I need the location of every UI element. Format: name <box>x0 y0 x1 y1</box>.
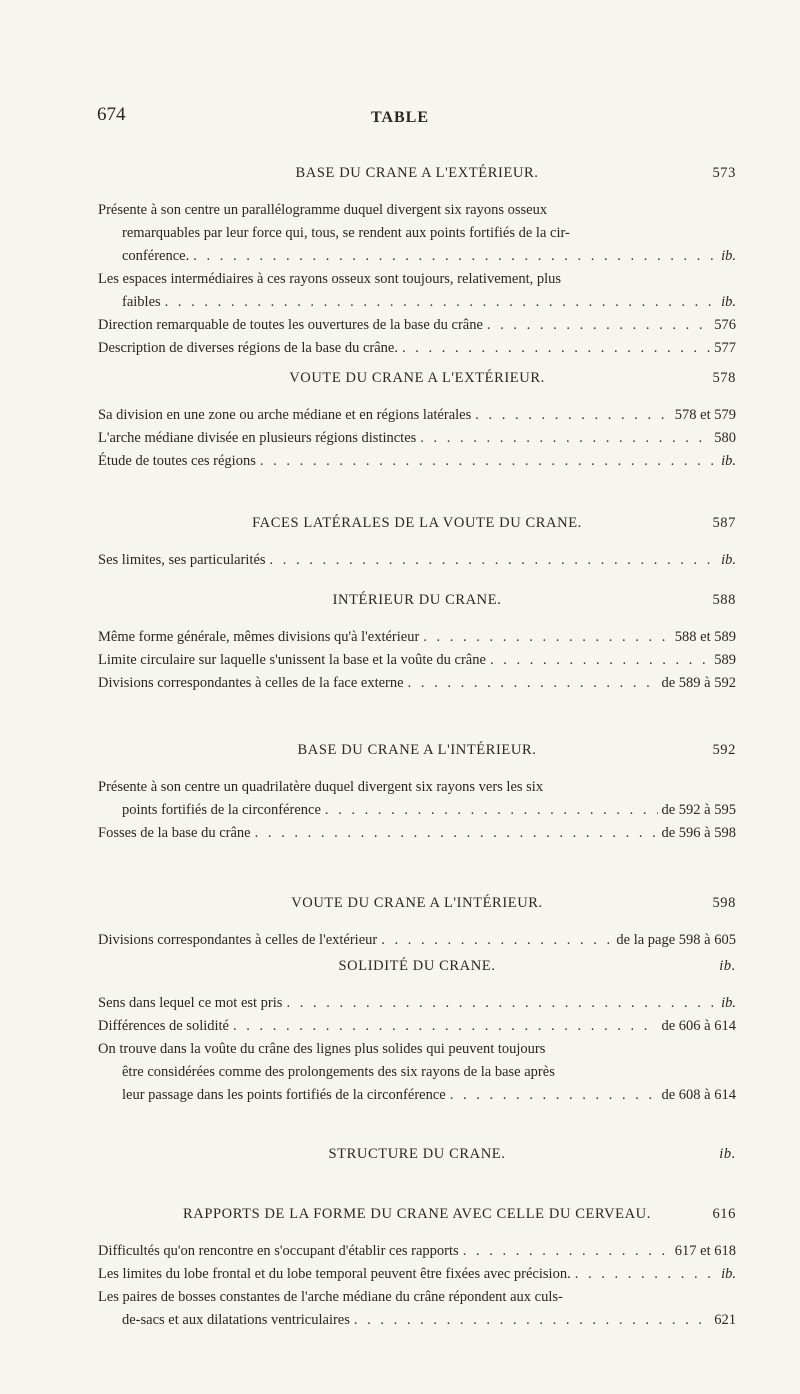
entry-list <box>98 404 736 473</box>
entry-list <box>98 1240 736 1332</box>
dot-leader <box>165 291 717 314</box>
entry-page-ref: de 606 à 614 <box>661 1018 736 1034</box>
dot-leader <box>450 1084 658 1107</box>
toc-entry <box>98 549 736 572</box>
entry-line <box>98 1286 736 1309</box>
section-page: 592 <box>712 742 736 758</box>
entry-text: être considérées comme des prolongements des six rayons de la base après <box>122 1064 555 1080</box>
entry-text: conférence. <box>122 248 190 264</box>
entry-page-ref: de 608 à 614 <box>661 1087 736 1103</box>
section-title: RAPPORTS DE LA FORME DU CRANE AVEC CELLE DU CERVEAU. <box>183 1206 651 1222</box>
entry-text: Divisions correspondantes à celles de la face externe <box>98 675 404 691</box>
toc-entry <box>98 929 736 952</box>
toc-entry <box>98 776 736 822</box>
toc-entry <box>98 1263 736 1286</box>
entry-line <box>98 672 736 695</box>
entry-text: Même forme générale, mêmes divisions qu'à l'extérieur <box>98 629 420 645</box>
entry-text: Difficultés qu'on rencontre en s'occupant d'établir ces rapports <box>98 1243 459 1259</box>
entry-text: Les espaces intermédiaires à ces rayons osseux sont toujours, relativement, plus <box>98 271 562 287</box>
dot-leader <box>423 626 670 649</box>
entry-line <box>98 1263 736 1286</box>
entry-line <box>98 649 736 672</box>
entry-text: Présente à son centre un parallélogramme duquel divergent six rayons osseux <box>98 202 548 218</box>
entry-line <box>98 199 736 222</box>
toc-entry <box>98 268 736 314</box>
dot-leader <box>354 1309 710 1332</box>
section-page: 598 <box>712 895 736 911</box>
toc-section <box>98 742 736 845</box>
section-page: 616 <box>712 1206 736 1222</box>
toc-entry <box>98 1240 736 1263</box>
dot-leader <box>286 992 717 1015</box>
entry-line <box>98 626 736 649</box>
entry-page-ref: de 589 à 592 <box>661 675 736 691</box>
dot-leader <box>490 649 710 672</box>
section-title: BASE DU CRANE A L'EXTÉRIEUR. <box>295 165 539 181</box>
section-title: STRUCTURE DU CRANE. <box>328 1146 506 1162</box>
toc-entry <box>98 1286 736 1332</box>
entry-line <box>98 427 736 450</box>
dot-leader <box>420 427 710 450</box>
entry-line <box>98 776 736 799</box>
entry-text: Limite circulaire sur laquelle s'unissent la base et la voûte du crâne <box>98 652 486 668</box>
dot-leader <box>402 337 710 360</box>
entry-list <box>98 992 736 1107</box>
toc-section <box>98 515 736 572</box>
section-heading <box>98 1206 736 1230</box>
entry-line <box>98 1084 736 1107</box>
entry-text: On trouve dans la voûte du crâne des lignes plus solides qui peuvent toujours <box>98 1041 546 1057</box>
page-number: 674 <box>97 104 126 125</box>
entry-text: Différences de solidité <box>98 1018 229 1034</box>
entry-page-ref: 580 <box>714 430 736 446</box>
entry-line <box>98 1061 736 1084</box>
entry-page-ref: ib. <box>721 294 736 310</box>
section-title: INTÉRIEUR DU CRANE. <box>332 592 502 608</box>
entry-page-ref: ib. <box>721 552 736 568</box>
section-heading <box>98 742 736 766</box>
entry-text: Direction remarquable de toutes les ouvertures de la base du crâne <box>98 317 483 333</box>
dot-leader <box>381 929 612 952</box>
section-heading <box>98 592 736 616</box>
entry-line <box>98 1038 736 1061</box>
toc-entry <box>98 822 736 845</box>
dot-leader <box>487 314 710 337</box>
section-heading <box>98 370 736 394</box>
dot-leader <box>233 1015 658 1038</box>
toc-entry <box>98 314 736 337</box>
entry-page-ref: 621 <box>714 1312 736 1328</box>
entry-line <box>98 450 736 473</box>
toc-entry <box>98 992 736 1015</box>
entry-text: Les paires de bosses constantes de l'arche médiane du crâne répondent aux culs- <box>98 1289 563 1305</box>
dot-leader <box>575 1263 717 1286</box>
entry-list <box>98 776 736 845</box>
entry-line <box>98 245 736 268</box>
entry-line <box>98 992 736 1015</box>
toc-entry <box>98 404 736 427</box>
entry-text: Divisions correspondantes à celles de l'extérieur <box>98 932 378 948</box>
entry-text: faibles <box>122 294 161 310</box>
entry-text: remarquables par leur force qui, tous, se rendent aux points fortifiés de la cir- <box>122 225 570 241</box>
dot-leader <box>255 822 658 845</box>
running-title: TABLE <box>370 109 430 126</box>
section-page: ib. <box>719 1146 736 1162</box>
dot-leader <box>193 245 717 268</box>
dot-leader <box>260 450 717 473</box>
entry-text: Présente à son centre un quadrilatère duquel divergent six rayons vers les six <box>98 779 544 795</box>
toc-entry <box>98 1015 736 1038</box>
entry-text: Description de diverses régions de la base du crâne. <box>98 340 398 356</box>
toc-entry <box>98 626 736 649</box>
entry-page-ref: 617 et 618 <box>674 1243 736 1259</box>
entry-page-ref: de la page 598 à 605 <box>616 932 736 948</box>
entry-text: Sens dans lequel ce mot est pris <box>98 995 283 1011</box>
toc-section <box>98 958 736 1107</box>
toc-section <box>98 895 736 952</box>
section-title: VOUTE DU CRANE A L'EXTÉRIEUR. <box>289 370 545 386</box>
section-heading <box>98 895 736 919</box>
section-heading <box>98 1146 736 1170</box>
entry-line <box>98 1240 736 1263</box>
entry-text: Ses limites, ses particularités <box>98 552 266 568</box>
toc-section <box>98 165 736 360</box>
entry-page-ref: 589 <box>714 652 736 668</box>
entry-line <box>98 929 736 952</box>
toc-entry <box>98 672 736 695</box>
section-page: 588 <box>712 592 736 608</box>
entry-line <box>98 222 736 245</box>
entry-text: Étude de toutes ces régions <box>98 453 256 469</box>
entry-text: L'arche médiane divisée en plusieurs régions distinctes <box>98 430 417 446</box>
entry-line <box>98 1015 736 1038</box>
entry-list <box>98 626 736 695</box>
entry-list <box>98 929 736 952</box>
dot-leader <box>463 1240 671 1263</box>
entry-page-ref: 577 <box>714 340 736 356</box>
section-title: FACES LATÉRALES DE LA VOUTE DU CRANE. <box>252 515 582 531</box>
toc-section <box>98 370 736 473</box>
dot-leader <box>270 549 718 572</box>
section-page: 578 <box>712 370 736 386</box>
toc-entry <box>98 649 736 672</box>
entry-text: leur passage dans les points fortifiés de la circonférence <box>122 1087 446 1103</box>
entry-page-ref: ib. <box>721 1266 736 1282</box>
section-heading <box>98 515 736 539</box>
entry-line <box>98 404 736 427</box>
entry-page-ref: 588 et 589 <box>674 629 736 645</box>
entry-page-ref: 576 <box>714 317 736 333</box>
entry-page-ref: de 596 à 598 <box>661 825 736 841</box>
entry-text: Sa division en une zone ou arche médiane et en régions latérales <box>98 407 472 423</box>
section-title: VOUTE DU CRANE A L'INTÉRIEUR. <box>291 895 543 911</box>
toc-entry <box>98 450 736 473</box>
entry-list <box>98 549 736 572</box>
toc-entry <box>98 427 736 450</box>
entry-text: de-sacs et aux dilatations ventriculaires <box>122 1312 350 1328</box>
entry-line <box>98 314 736 337</box>
entry-text: Fosses de la base du crâne <box>98 825 251 841</box>
section-page: 587 <box>712 515 736 531</box>
section-title: BASE DU CRANE A L'INTÉRIEUR. <box>297 742 537 758</box>
entry-line <box>98 549 736 572</box>
toc-entry <box>98 199 736 268</box>
entry-page-ref: ib. <box>721 453 736 469</box>
section-heading <box>98 165 736 189</box>
toc-section <box>98 592 736 695</box>
entry-page-ref: ib. <box>721 995 736 1011</box>
entry-line <box>98 291 736 314</box>
entry-line <box>98 337 736 360</box>
section-page: 573 <box>712 165 736 181</box>
entry-line <box>98 799 736 822</box>
dot-leader <box>475 404 671 427</box>
entry-list <box>98 199 736 360</box>
dot-leader <box>325 799 658 822</box>
toc-section <box>98 1146 736 1170</box>
entry-line <box>98 268 736 291</box>
entry-page-ref: 578 et 579 <box>674 407 736 423</box>
section-title: SOLIDITÉ DU CRANE. <box>338 958 496 974</box>
entry-page-ref: ib. <box>721 248 736 264</box>
entry-text: points fortifiés de la circonférence <box>122 802 321 818</box>
entry-page-ref: de 592 à 595 <box>661 802 736 818</box>
entry-text: Les limites du lobe frontal et du lobe temporal peuvent être fixées avec précision. <box>98 1266 571 1282</box>
dot-leader <box>408 672 658 695</box>
entry-line <box>98 822 736 845</box>
section-page: ib. <box>719 958 736 974</box>
entry-line <box>98 1309 736 1332</box>
toc-entry <box>98 337 736 360</box>
section-heading <box>98 958 736 982</box>
toc-entry <box>98 1038 736 1107</box>
toc-section <box>98 1206 736 1332</box>
